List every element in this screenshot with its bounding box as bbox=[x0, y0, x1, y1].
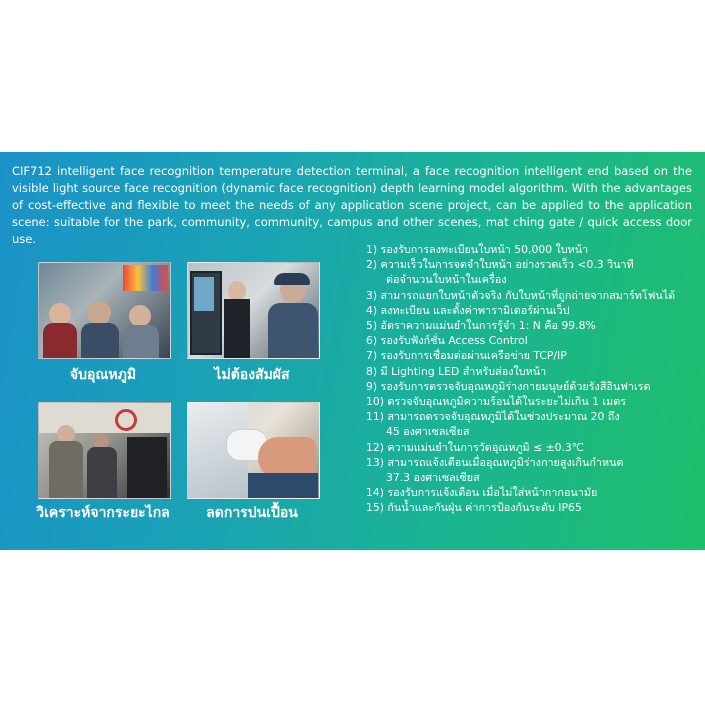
thermal-overlay bbox=[123, 265, 168, 291]
feature-text: 5) อัตราความแม่นยำในการรู้จำ 1: N คือ 99.8% bbox=[366, 319, 596, 333]
feature-item bbox=[366, 440, 700, 455]
feature-text: 7) รองรับการเชื่อมต่อผ่านเครือข่าย TCP/IP bbox=[366, 349, 567, 363]
feature-item bbox=[366, 257, 700, 287]
caption-reduce-contamination: ลดการปนเปื้อน bbox=[206, 505, 298, 521]
feature-text: 10) ตรวจจับอุณหภูมิความร้อนได้ในระยะไม่เกิน 1 เมตร bbox=[366, 395, 627, 409]
feature-text: 8) มี Lighting LED สำหรับส่องใบหน้า bbox=[366, 364, 547, 378]
reduce-contamination-photo bbox=[187, 402, 320, 499]
feature-item bbox=[366, 500, 700, 515]
feature-text: 11) สามารถตรวจจับอุณหภูมิได้ในช่วงประมาณ 20 ถึง bbox=[366, 410, 620, 424]
sign bbox=[115, 409, 137, 431]
feature-item bbox=[366, 303, 700, 318]
feature-continuation: ต่อจำนวนใบหน้าในเครื่อง bbox=[386, 273, 507, 287]
temperature-detection-photo bbox=[38, 262, 171, 359]
feature-text: 1) รองรับการลงทะเบียนใบหน้า 50,000 ใบหน้า bbox=[366, 243, 589, 256]
feature-text: 3) สามารถแยกใบหน้าตัวจริง กับใบหน้าที่ถูกถ่ายจากสมาร์ทโฟนได้ bbox=[366, 288, 676, 302]
caption-contactless: ไม่ต้องสัมผัส bbox=[214, 367, 290, 383]
intro-paragraph: CIF712 intelligent face recognition temperature detection terminal, a face recognition intelligent end based on the visible light source face recognition (dynamic face recognition) depth learning model algorithm. With the advantages of cost-effective and flexible to meet the needs of any application scene project, can be applied to the application scene: suitable for the park, community, community, campus and other scenes, mat ching gate / quick access door use. bbox=[12, 164, 692, 246]
person-figure bbox=[224, 299, 250, 359]
sleeve bbox=[248, 473, 318, 498]
remote-analysis-photo bbox=[38, 402, 171, 499]
feature-item bbox=[366, 364, 700, 379]
feature-text: 9) รองรับการตรวจจับอุณหภูมิร่างกายมนุษย์ด้วยรังสีอินฟาเรด bbox=[366, 379, 651, 393]
feature-text: 6) รองรับฟังก์ชั่น Access Control bbox=[366, 334, 528, 348]
person-figure bbox=[123, 325, 159, 359]
feature-text: 12) ความแม่นยำในการวัดอุณหภูมิ ≤ ±0.3℃ bbox=[366, 440, 584, 454]
feature-item bbox=[366, 288, 700, 303]
feature-continuation: 45 องศาเซลเซียส bbox=[386, 425, 470, 439]
terminal-screen bbox=[194, 277, 214, 311]
person-figure bbox=[129, 305, 151, 327]
person-figure bbox=[43, 323, 77, 359]
feature-item bbox=[366, 333, 700, 348]
feature-text: 13) สามารถแจ้งเตือนเมื่ออุณหภูมิร่างกายสูงเกินกำหนด bbox=[366, 455, 624, 469]
product-banner bbox=[0, 152, 705, 550]
feature-item bbox=[366, 394, 700, 409]
person-figure bbox=[268, 303, 318, 359]
feature-list bbox=[366, 242, 700, 516]
caption-remote-analysis: วิเคราะห์จากระยะไกล bbox=[36, 505, 170, 521]
feature-item bbox=[366, 455, 700, 485]
feature-text: 2) ความเร็วในการจดจำใบหน้า อย่างรวดเร็ว <0.3 วินาที bbox=[366, 258, 634, 272]
feature-item bbox=[366, 379, 700, 394]
feature-text: 14) รองรับการแจ้งเตือน เมื่อไม่ใส่หน้ากากอนามัย bbox=[366, 486, 598, 500]
person-figure bbox=[87, 301, 111, 325]
feature-item bbox=[366, 318, 700, 333]
cap bbox=[274, 273, 310, 285]
feature-continuation: 37.3 องศาเซลเซียส bbox=[386, 471, 480, 485]
person-figure bbox=[81, 323, 119, 359]
contactless-photo bbox=[187, 262, 320, 359]
feature-item bbox=[366, 348, 700, 363]
feature-item bbox=[366, 485, 700, 500]
thermal-monitor bbox=[127, 437, 167, 499]
person-figure bbox=[87, 447, 117, 499]
feature-text: 15) กันน้ำและกันฝุ่น ค่าการป้องกันระดับ IP65 bbox=[366, 501, 582, 515]
feature-text: 4) ลงทะเบียน และตั้งค่าพารามิเตอร์ผ่านเว็ป bbox=[366, 303, 570, 317]
caption-temperature-detection: จับอุณหภูมิ bbox=[69, 367, 137, 383]
person-figure bbox=[228, 281, 246, 301]
feature-item bbox=[366, 242, 700, 257]
feature-item bbox=[366, 409, 700, 439]
person-figure bbox=[49, 303, 71, 325]
person-figure bbox=[49, 441, 83, 499]
